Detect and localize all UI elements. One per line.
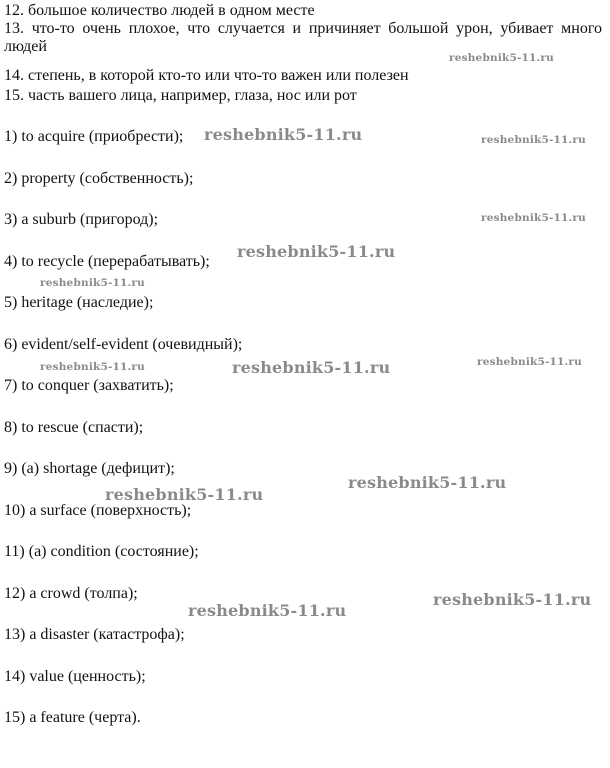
watermark: reshebnik5-11.ru [348, 473, 507, 492]
definition-15: 15. часть вашего лица, например, глаза, нос или рот [4, 87, 357, 104]
watermark: reshebnik5-11.ru [481, 134, 586, 146]
watermark: reshebnik5-11.ru [477, 356, 582, 368]
vocab-item-14: 14) value (ценность); [4, 668, 146, 685]
vocab-item-6: 6) evident/self-evident (очевидный); [4, 336, 243, 353]
vocab-item-10: 10) a surface (поверхность); [4, 502, 192, 519]
watermark: reshebnik5-11.ru [481, 212, 586, 224]
watermark: reshebnik5-11.ru [232, 358, 391, 377]
vocab-item-13: 13) a disaster (катастрофа); [4, 626, 185, 643]
watermark: reshebnik5-11.ru [449, 52, 554, 64]
definition-14: 14. степень, в которой кто-то или что-то важен или полезен [4, 67, 409, 84]
watermark: reshebnik5-11.ru [237, 242, 396, 261]
vocab-item-4: 4) to recycle (перерабатывать); [4, 253, 210, 270]
watermark: reshebnik5-11.ru [40, 277, 145, 289]
watermark: reshebnik5-11.ru [204, 125, 363, 144]
vocab-item-7: 7) to conquer (захватить); [4, 377, 174, 394]
vocab-item-11: 11) (a) condition (состояние); [4, 543, 199, 560]
watermark: reshebnik5-11.ru [40, 361, 145, 373]
vocab-item-8: 8) to rescue (спасти); [4, 419, 144, 436]
vocab-item-5: 5) heritage (наследие); [4, 294, 154, 311]
vocab-item-15: 15) a feature (черта). [4, 709, 141, 726]
watermark: reshebnik5-11.ru [105, 485, 264, 504]
definition-12: 12. большое количество людей в одном месте [4, 2, 315, 19]
vocab-item-12: 12) a crowd (толпа); [4, 585, 138, 602]
vocab-item-3: 3) a suburb (пригород); [4, 211, 159, 228]
watermark: reshebnik5-11.ru [433, 590, 592, 609]
vocab-item-2: 2) property (собственность); [4, 170, 194, 187]
vocab-item-1: 1) to acquire (приобрести); [4, 128, 184, 145]
definition-13: 13. что-то очень плохое, что случается и причиняет большой урон, убивает много людей [4, 20, 602, 55]
vocab-item-9: 9) (a) shortage (дефицит); [4, 460, 175, 477]
watermark: reshebnik5-11.ru [188, 601, 347, 620]
